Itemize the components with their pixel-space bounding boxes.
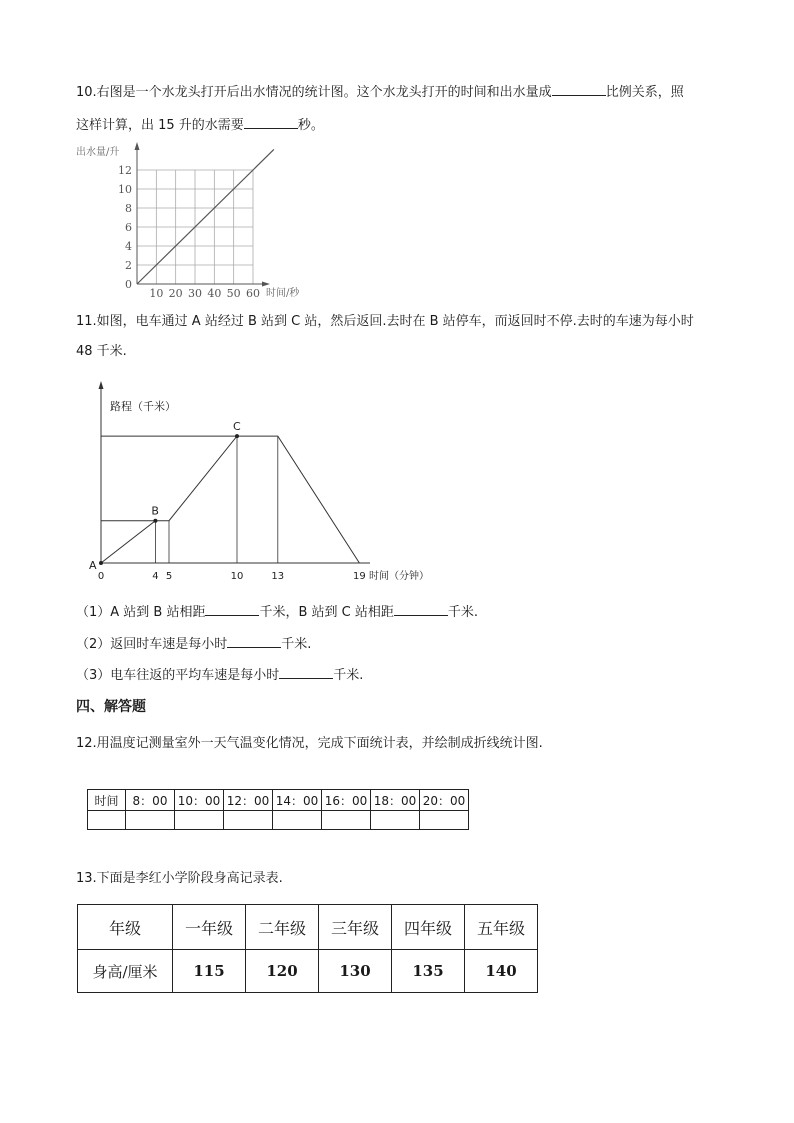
water-chart-y-arrow [135, 142, 140, 150]
q13-header-cell: 一年级 [173, 905, 246, 950]
q13-value-cell: 115 [173, 950, 246, 993]
tram-chart-x-ticks [98, 571, 366, 582]
q12-answer-cell[interactable] [420, 811, 469, 830]
water-y-tick-label: 2 [125, 259, 132, 272]
q12-header-cell: 12：00 [224, 790, 273, 811]
q12-temperature-table [87, 789, 469, 830]
q11-line-1: 11.如图，电车通过 A 站经过 B 站到 C 站，然后返回.去时在 B 站停车，而返回时不停.去时的车速为每小时 [76, 314, 694, 329]
tram-point-label: A [89, 559, 97, 572]
q12-header-row [88, 790, 469, 811]
tram-x-tick-label: 10 [230, 571, 244, 582]
q12-answer-cell[interactable] [224, 811, 273, 830]
q12-answer-cell[interactable] [322, 811, 371, 830]
tram-point-label: C [233, 420, 241, 434]
q10-text-1a: 10.右图是一个水龙头打开后出水情况的统计图。这个水龙头打开的时间和出水量成 [76, 85, 552, 100]
water-x-tick-label: 30 [188, 287, 202, 300]
q11-blank-ab[interactable] [205, 602, 259, 616]
q13-value-cell: 身高/厘米 [78, 950, 173, 993]
tram-chart-series-line [101, 436, 359, 563]
q13-header-cell: 四年级 [392, 905, 465, 950]
q12-answer-row [88, 811, 469, 830]
water-y-tick-label: 12 [118, 164, 132, 177]
q13-height-table [77, 904, 538, 993]
water-chart-xlabel: 时间/秒 [266, 288, 300, 299]
q12-header-cell: 10：00 [175, 790, 224, 811]
section-4-title: 四、解答题 [76, 699, 146, 715]
tram-chart-y-arrow [99, 381, 104, 389]
q12-answer-cell[interactable] [126, 811, 175, 830]
q13-value-row [78, 950, 538, 993]
water-chart-x-arrow [262, 282, 270, 287]
q13-header-cell: 五年级 [465, 905, 538, 950]
tram-chart-xlabel: 时间（分钟） [369, 571, 429, 582]
q11-sub1-text-c: 千米. [447, 605, 479, 620]
water-y-tick-label: 6 [125, 221, 132, 234]
q12-text: 12.用温度记测量室外一天气温变化情况，完成下面统计表，并绘制成折线统计图. [76, 736, 543, 751]
tram-point-dot [153, 519, 157, 523]
q10-blank-1[interactable] [552, 82, 606, 96]
water-chart-ylabel: 出水量/升 [76, 147, 120, 158]
q10-line-1 [76, 82, 684, 102]
water-y-tick-label: 8 [125, 202, 132, 215]
water-x-tick-label: 40 [207, 287, 222, 300]
q13-value-cell: 135 [392, 950, 465, 993]
q11-sub3-text-a: （3）电车往返的平均车速是每小时 [76, 668, 280, 683]
q12-header-cell: 20：00 [420, 790, 469, 811]
q11-sub1-text-b: 千米，B 站到 C 站相距 [259, 605, 394, 620]
q11-sub2-text-b: 千米. [281, 637, 312, 652]
q13-header-cell: 二年级 [246, 905, 319, 950]
q13-header-cell: 三年级 [319, 905, 392, 950]
q11-blank-avg-speed[interactable] [279, 665, 333, 679]
q12-header-cell: 时间 [88, 790, 126, 811]
q13-header-row [78, 905, 538, 950]
q11-sub2-text-a: （2）返回时车速是每小时 [76, 637, 228, 652]
q12-answer-cell[interactable] [371, 811, 420, 830]
tram-x-tick-label: 4 [152, 571, 159, 582]
q10-blank-2[interactable] [244, 115, 298, 129]
q13-value-cell: 120 [246, 950, 319, 993]
q12-header-cell: 16：00 [322, 790, 371, 811]
tram-point-dot [99, 561, 103, 565]
q11-blank-bc[interactable] [394, 602, 448, 616]
q11-sub3-text-b: 千米. [333, 668, 364, 683]
tram-x-tick-label: 5 [165, 571, 173, 582]
tram-distance-chart [82, 378, 442, 583]
q12-answer-cell[interactable] [175, 811, 224, 830]
q10-line-2 [76, 115, 324, 135]
tram-point-label: B [151, 504, 159, 518]
water-x-tick-label: 50 [226, 287, 241, 300]
water-chart-x-ticks [149, 287, 260, 300]
tram-x-tick-label: 13 [271, 571, 285, 582]
tram-chart-ylabel: 路程（千米） [110, 400, 176, 413]
water-x-tick-label: 60 [246, 287, 260, 300]
q12-header-cell: 18：00 [371, 790, 420, 811]
q12-header-cell: 14：00 [273, 790, 322, 811]
tram-chart-guides [101, 436, 278, 563]
q12-answer-cell[interactable] [88, 811, 126, 830]
q11-sub1-text-a: （1）A 站到 B 站相距 [76, 605, 206, 620]
water-flow-chart [74, 140, 334, 300]
water-y-tick-label: 0 [125, 278, 132, 291]
q13-value-cell: 140 [465, 950, 538, 993]
tram-x-tick-label: 19 [353, 571, 366, 582]
q11-sub-3 [76, 665, 363, 685]
q13-value-cell: 130 [319, 950, 392, 993]
water-chart-y-ticks [118, 164, 132, 291]
q13-text: 13.下面是李红小学阶段身高记录表. [76, 871, 283, 886]
water-x-tick-label: 10 [149, 287, 164, 300]
tram-chart-points [89, 420, 241, 572]
q12-answer-cell[interactable] [273, 811, 322, 830]
q10-text-2a: 这样计算，出 15 升的水需要 [76, 118, 244, 133]
tram-point-dot [235, 434, 239, 438]
water-y-tick-label: 10 [118, 183, 132, 196]
q11-blank-return-speed[interactable] [227, 634, 281, 648]
q11-sub-2 [76, 634, 311, 654]
q11-sub-1 [76, 602, 478, 622]
q13-header-cell: 年级 [78, 905, 173, 950]
water-x-tick-label: 20 [168, 287, 183, 300]
q10-text-1b: 比例关系，照 [605, 85, 684, 100]
water-y-tick-label: 4 [125, 240, 132, 253]
tram-x-tick-label: 0 [97, 571, 105, 582]
q11-line-2: 48 千米. [76, 344, 127, 359]
q12-header-cell: 8：00 [126, 790, 175, 811]
q10-text-2b: 秒。 [297, 118, 324, 133]
